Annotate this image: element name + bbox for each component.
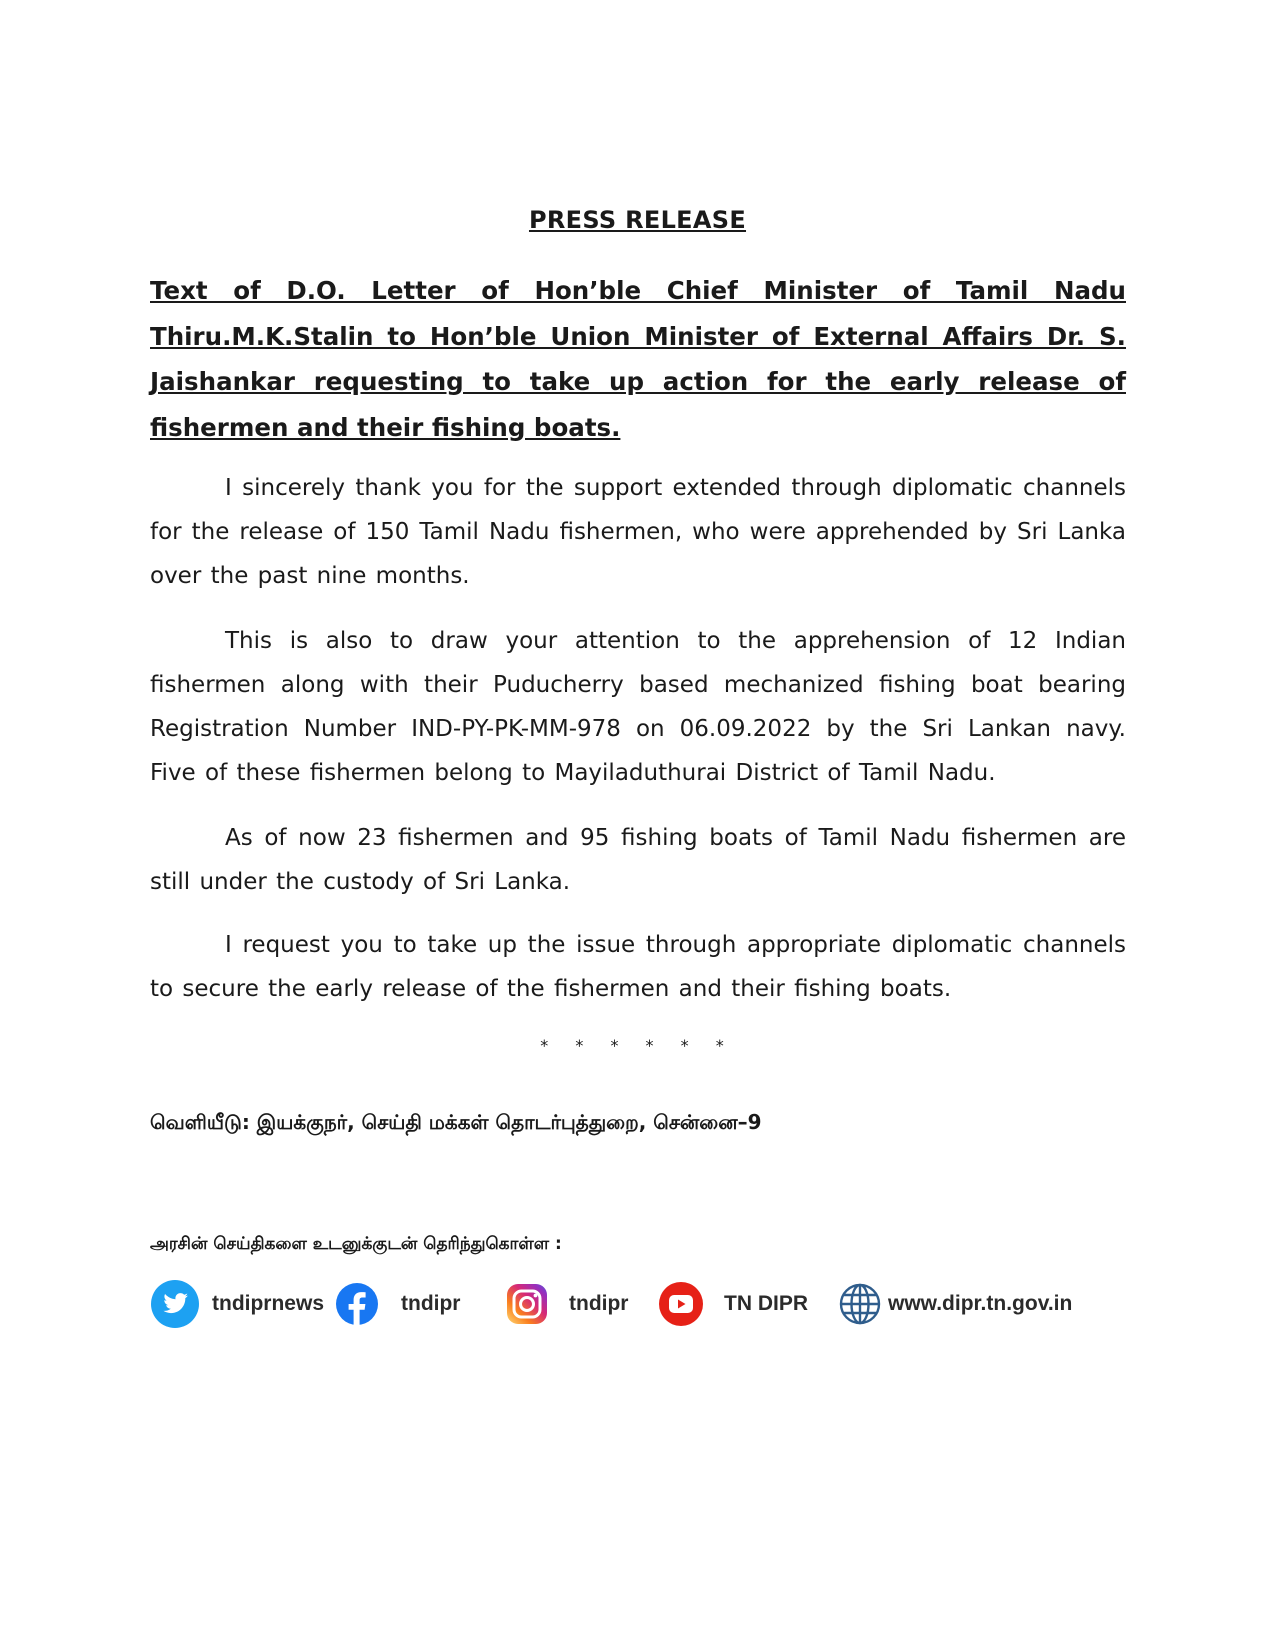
social-label: www.dipr.tn.gov.in: [888, 1292, 1073, 1315]
youtube-icon: [658, 1281, 704, 1327]
social-links: [150, 1278, 1130, 1334]
social-label: TN DIPR: [724, 1292, 808, 1315]
social-link-instagram[interactable]: [505, 1278, 628, 1330]
twitter-icon: [150, 1279, 200, 1329]
body-paragraph: This is also to draw your attention to the apprehension of 12 Indian fishermen along with their Puducherry based mechanized fishing boat bearing Registration Number IND-PY-PK-MM-978 on 06.09.2022 by the Sri Lankan navy. Five of these fishermen belong to Mayiladuthurai District of Tamil Nadu.: [150, 628, 1126, 786]
globe-icon: [838, 1282, 882, 1326]
section-separator: * * * * * *: [540, 1036, 735, 1055]
follow-label: அரசின் செய்திகளை உடனுக்குடன் தெரிந்துகொள்ள :: [150, 1234, 562, 1254]
social-link-twitter[interactable]: [150, 1278, 324, 1330]
social-link-youtube[interactable]: [658, 1278, 808, 1330]
facebook-icon: [335, 1282, 379, 1326]
issuer-line: வெளியீடு: இயக்குநர், செய்தி மக்கள் தொடர்புத்துறை, சென்னை–9: [150, 1110, 762, 1134]
body-paragraph: As of now 23 fishermen and 95 fishing boats of Tamil Nadu fishermen are still under the custody of Sri Lanka.: [150, 825, 1126, 895]
social-label: tndipr: [569, 1292, 629, 1315]
instagram-icon: [505, 1282, 549, 1326]
social-link-facebook[interactable]: [335, 1278, 460, 1330]
social-link-website[interactable]: [838, 1278, 1072, 1330]
social-label: tndiprnews: [212, 1292, 325, 1315]
body-paragraph: I request you to take up the issue through appropriate diplomatic channels to secure the early release of the fishermen and their fishing boats.: [150, 932, 1126, 1002]
social-label: tndipr: [401, 1292, 461, 1315]
page-title: PRESS RELEASE: [528, 206, 747, 234]
body-paragraph: I sincerely thank you for the support extended through diplomatic channels for the release of 150 Tamil Nadu fishermen, who were apprehended by Sri Lanka over the past nine months.: [150, 475, 1126, 589]
subject-heading: Text of D.O. Letter of Hon’ble Chief Minister of Tamil Nadu Thiru.M.K.Stalin to Hon’ble Union Minister of External Affairs Dr. S. Jaishankar requesting to take up action for the early release of fishermen and their fishing boats.: [150, 276, 1126, 442]
